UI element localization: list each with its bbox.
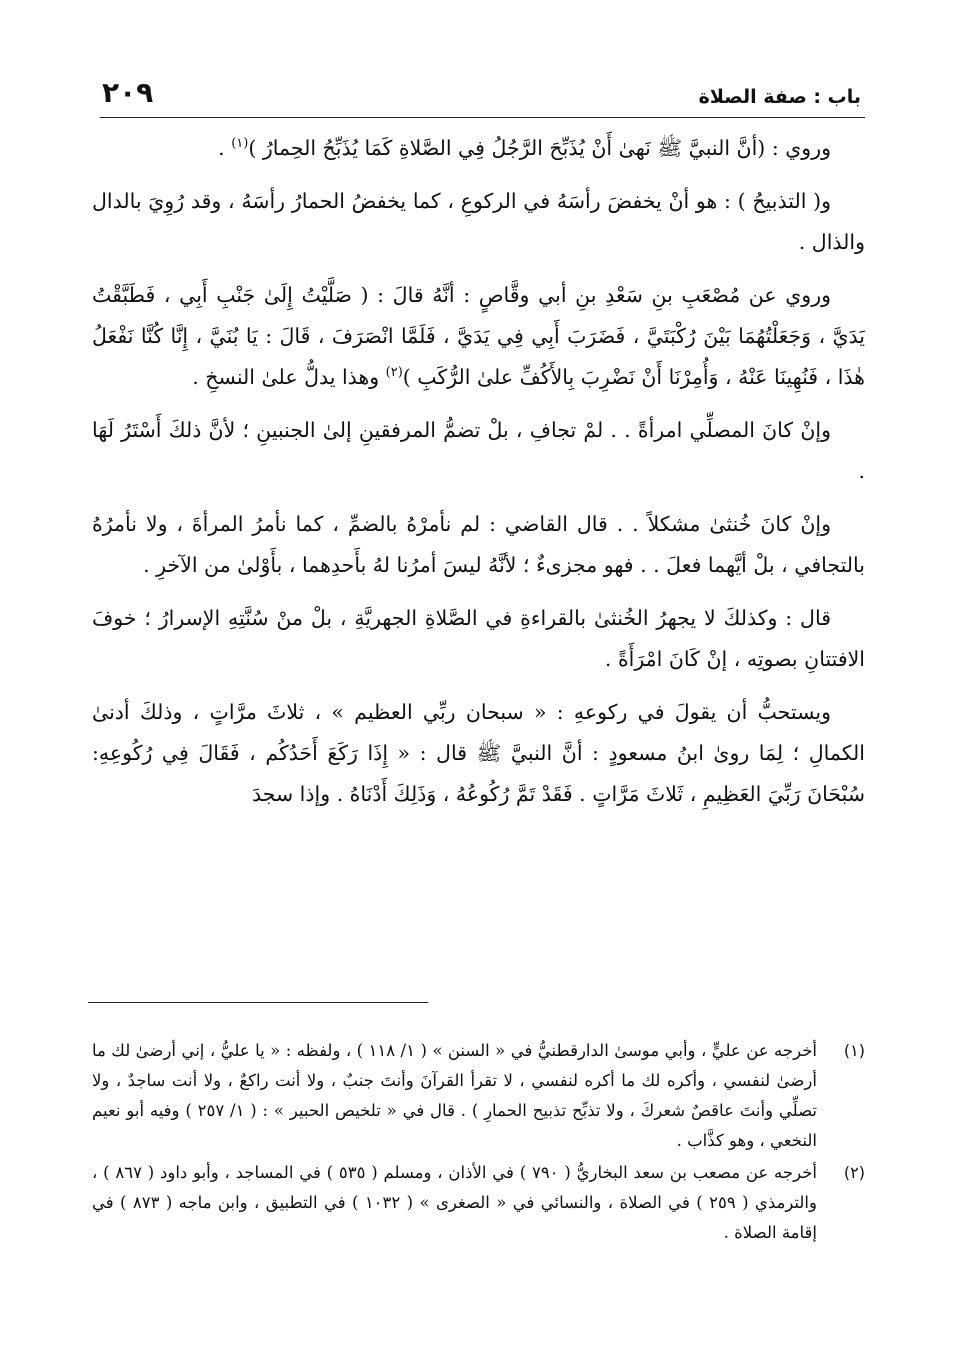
footnote-text: أخرجه عن عليٍّ ، وأبي موسىٰ الدارقطنيُّ في « السنن » ( ١/ ١١٨ ) ، ولفظه : « يا عليُّ ، إني أرضىٰ لك ما أرضىٰ لنفسي ، وأكره لك ما أكره لنفسي ، لا تقرأ القرآنَ وأنتَ جنبٌ ، ولا أنت راكعٌ ، ولا أنت ساجدٌ ، ولا تصلِّي وأنتَ عاقصٌ شعركَ ، ولا تذبِّح تذبيح الحمارِ ) . قال في « تلخيص الحبير » : ( ١/ ٢٥٧ ) وفيه أبو نعيم النخعي ، وهو كذَّاب . <box>92 1041 818 1150</box>
paragraph-3-text: وروي عن مُصْعَبِ بنِ سَعْدِ بنِ أبي وقَّاصٍ : أنَّهُ قالَ : ( صَلَّيْتُ إِلَىٰ جَنْبِ أَبِي ، فَطَبَّقْتُ يَدَيَّ ، وَجَعَلْتُهُمَا بَيْنَ رُكْبَتَيَّ ، فَضَرَبَ أَبِي فِي يَدَيَّ ، فَلَمَّا انْصَرَفَ ، قَالَ : يَا بُنَيَّ ، إِنَّا كُنَّا نَفْعَلُ هٰذَا ، فَنُهِينَا عَنْهُ ، وَأُمِرْنَا أَنْ نَضْرِبَ بِالأَكُفِّ علىٰ الرُّكَبِ ) <box>92 283 865 389</box>
header-divider <box>100 117 865 118</box>
paragraph-1-text: وروي : (أنَّ النبيَّ ﷺ نَهىٰ أَنْ يُذَبِّحَ الرَّجُلُ فِي الصَّلاةِ كَمَا يُذَبِّحُ الحِمارُ ) <box>248 136 831 160</box>
page-header <box>88 74 869 114</box>
footnote-number: (١) <box>843 1041 865 1060</box>
footnote-text: أخرجه عن مصعب بن سعد البخاريُّ ( ٧٩٠ ) في الأذان ، ومسلم ( ٥٣٥ ) في المساجد ، وأبو داود ( ٨٦٧ ) ، والترمذي ( ٢٥٩ ) في الصلاة ، والنسائي في « الصغرى » ( ١٠٣٢ ) في التطبيق ، وابن ماجه ( ٨٧٣ ) في إقامة الصلاة . <box>92 1163 817 1242</box>
footnote-ref-2[interactable]: (٢) <box>385 365 403 381</box>
paragraph-7: ويستحبُّ أن يقولَ في ركوعهِ : « سبحان ربِّي العظيم » ، ثلاثَ مرَّاتٍ ، وذلكَ أدنىٰ الكمالِ ؛ لِمَا روىٰ ابنُ مسعودٍ : أنَّ النبيَّ ﷺ قال : « إِذَا رَكَعَ أَحَدُكُم ، فَقَالَ فِي رُكُوعِهِ: سُبْحَانَ رَبِّيَ العَظِيمِ ، ثَلاثَ مَرَّاتٍ . فَقَدْ تَمَّ رُكُوعُهُ ، وَذَلِكَ أَدْنَاهُ . وإذا سجدَ <box>92 700 865 806</box>
paragraph-3 <box>92 275 865 398</box>
paragraph-6: قال : وكذلكَ لا يجهرُ الخُنثىٰ بالقراءةِ في الصَّلاةِ الجهريَّةِ ، بلْ منْ سُنَّتِهِ الإسرارُ ؛ خوفَ الافتتانِ بصوتِه ، إنْ كَانَ امْرَأَةً . <box>92 606 865 671</box>
paragraph-4: وإنْ كانَ المصلِّي امرأةً . . لمْ تجافِ ، بلْ تضمُّ المرفقينِ إلىٰ الجنبينِ ؛ لأنَّ ذلكَ أَسْتَرُ لَهَا . <box>92 418 865 483</box>
paragraph-2: و( التذبيحُ ) : هو أنْ يخفضَ رأسَهُ في الركوعِ ، كما يخفضُ الحمارُ رأسَهُ ، وقد رُوِيَ بالدال والذال . <box>92 189 865 254</box>
paragraph-1-end: . <box>218 136 232 160</box>
footnote-2 <box>92 1158 865 1248</box>
footnote-divider <box>88 1002 428 1003</box>
chapter-title: باب : صفة الصلاة <box>698 86 861 108</box>
page-number: ٢٠٩ <box>102 76 154 109</box>
paragraph-5: وإنْ كانَ خُنثىٰ مشكلاً . . قال القاضي : لم نأمرْهُ بالضمِّ ، كما نأمرُ المرأةَ ، ولا نأمرُهُ بالتجافي ، بلْ أيَّهما فعلَ . . فهو مجزىءٌ ؛ لأنَّهُ ليسَ أمرُنا لهُ بأَحدِهما ، بأَوْلىٰ من الآخرِ . <box>92 512 865 577</box>
paragraph-1 <box>92 128 865 169</box>
main-text <box>92 128 865 825</box>
footnote-number: (٢) <box>843 1163 865 1182</box>
footnote-1 <box>92 1036 865 1156</box>
paragraph-3-end: وهذا يدلُّ علىٰ النسخِ . <box>192 365 386 389</box>
footnote-ref-1[interactable]: (١) <box>231 136 249 152</box>
footnotes <box>92 1036 865 1250</box>
